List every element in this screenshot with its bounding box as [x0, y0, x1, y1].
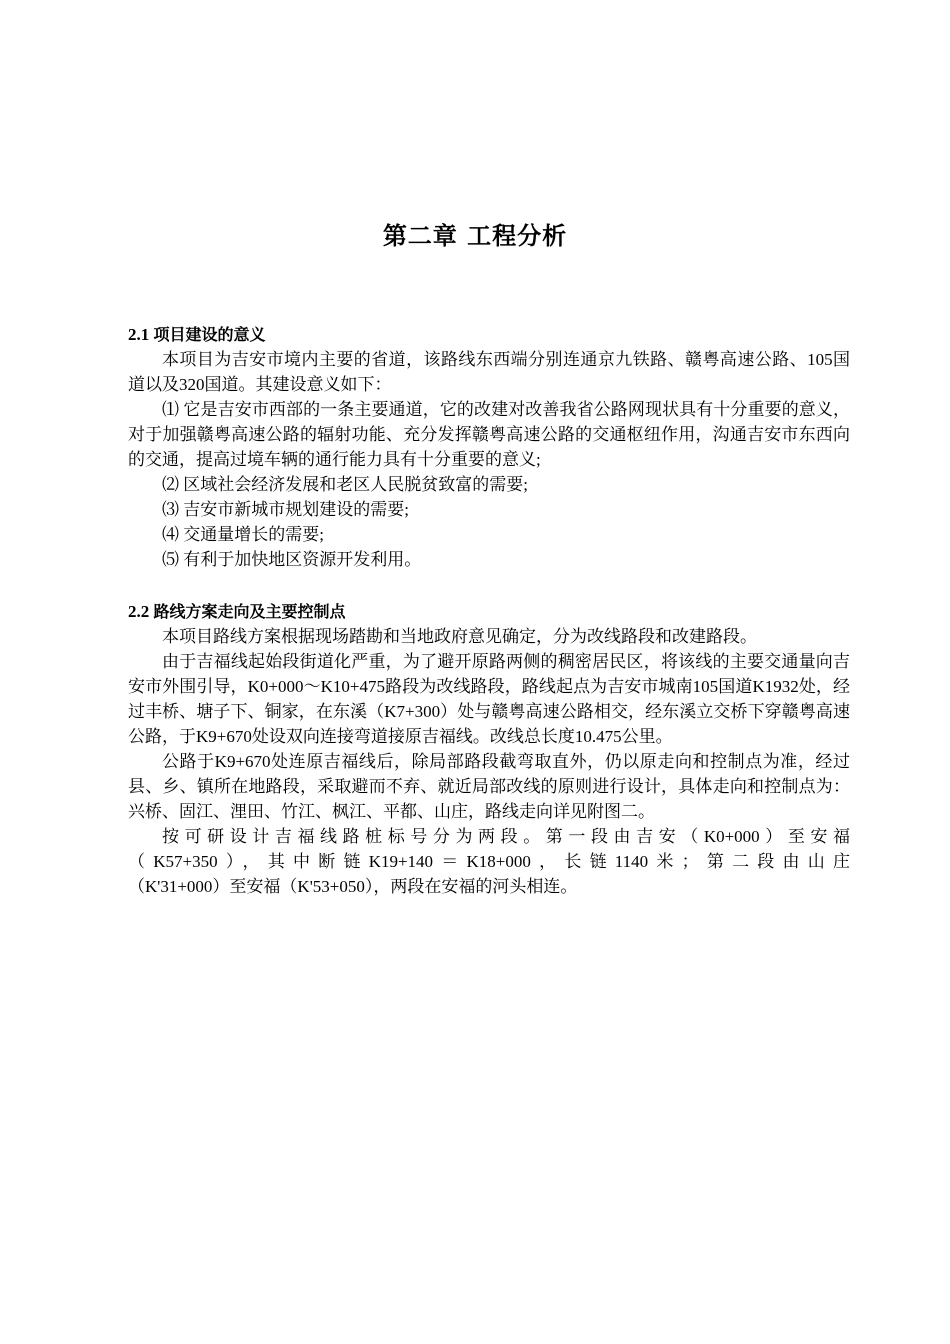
section-number: 2.2 — [128, 602, 150, 621]
body-paragraph: 由于吉福线起始段街道化严重，为了避开原路两侧的稠密居民区，将该线的主要交通量向吉安市外围引导，K0+000～K10+475路段为改线路段，路线起点为吉安市城南105国道K1932处，经过丰桥、塘子下、铜家，在东溪（K7+300）处与赣粤高速公路相交，经东溪立交桥下穿赣粤高速公路，于K9+670处设双向连接弯道接原吉福线。改线总长度10.475公里。 — [128, 652, 850, 746]
list-item: ⑵ 区域社会经济发展和老区人民脱贫致富的需要; — [162, 475, 528, 494]
body-paragraph-line: （K57+350），其中断链K19+140＝K18+000，长链1140米；第二段由山庄 — [128, 852, 850, 871]
section-heading-2-2 — [128, 599, 850, 624]
list-item: ⑴ 它是吉安市西部的一条主要通道，它的改建对改善我省公路网现状具有十分重要的意义，对于加强赣粤高速公路的辐射功能、充分发挥赣粤高速公路的交通枢纽作用，沟通吉安市东西向的交通，提高过境车辆的通行能力具有十分重要的意义; — [128, 400, 850, 469]
list-item: ⑸ 有利于加快地区资源开发利用。 — [162, 550, 422, 569]
body-paragraph: 公路于K9+670处连原吉福线后，除局部路段截弯取直外，仍以原走向和控制点为准，经过县、乡、镇所在地路段，采取避而不弃、就近局部改线的原则进行设计，具体走向和控制点为：兴桥、固江、浬田、竹江、枫江、平都、山庄，路线走向详见附图二。 — [128, 752, 850, 821]
section-spacer — [128, 572, 850, 599]
body-paragraph-line: （K'31+000）至安福（K'53+050），两段在安福的河头相连。 — [128, 877, 578, 896]
chapter-title: 第二章 工程分析 — [382, 222, 568, 250]
section-title: 项目建设的意义 — [153, 325, 266, 344]
document-body — [128, 322, 850, 899]
body-paragraph-line: 按可研设计吉福线路桩标号分为两段。第一段由吉安（K0+000）至安福 — [162, 827, 850, 846]
section-title: 路线方案走向及主要控制点 — [153, 602, 346, 621]
list-item: ⑷ 交通量增长的需要; — [162, 525, 324, 544]
section-heading-2-1 — [128, 322, 850, 347]
list-item: ⑶ 吉安市新城市规划建设的需要; — [162, 500, 409, 519]
section-number: 2.1 — [128, 325, 150, 344]
body-paragraph: 本项目路线方案根据现场踏勘和当地政府意见确定，分为改线路段和改建路段。 — [162, 627, 757, 646]
section-intro-paragraph: 本项目为吉安市境内主要的省道，该路线东西端分别连通京九铁路、赣粤高速公路、105国道以及320国道。其建设意义如下： — [128, 350, 850, 394]
